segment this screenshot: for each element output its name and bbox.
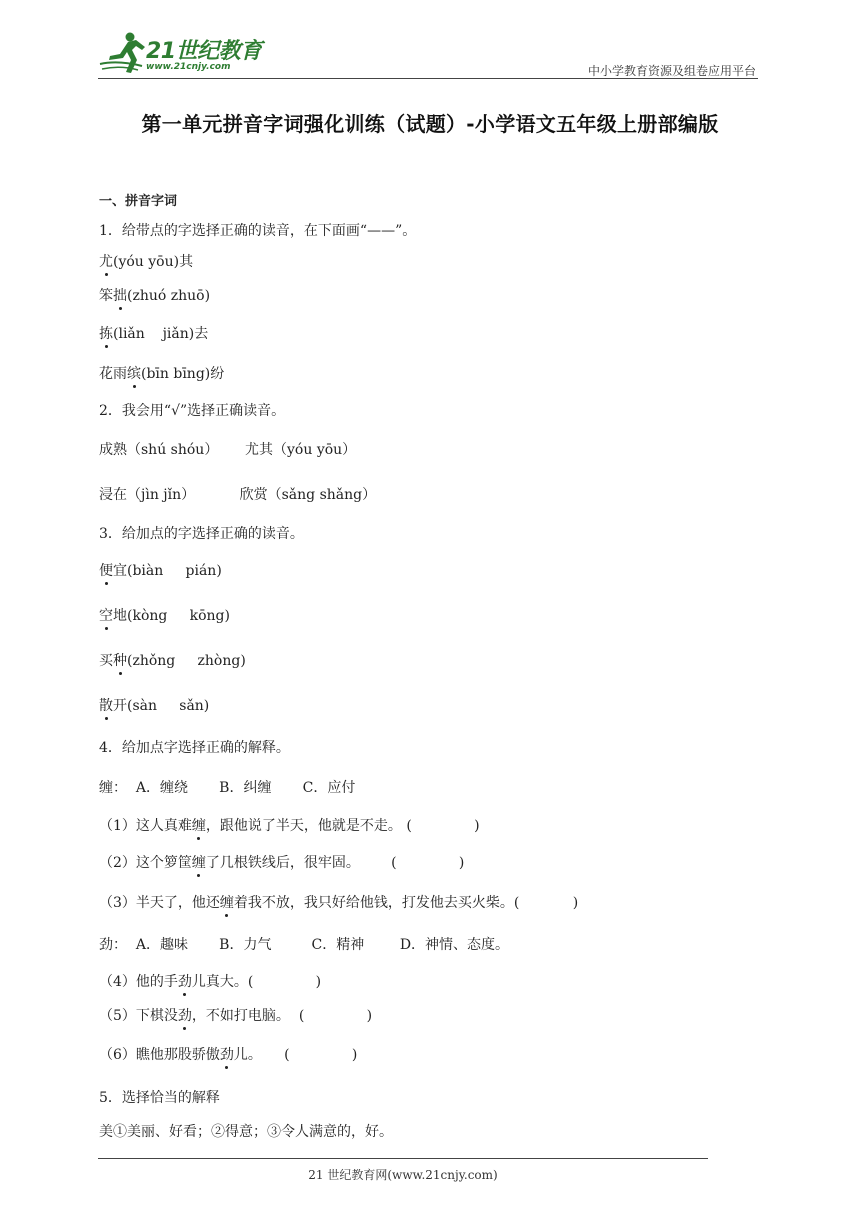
q4-item: （6）瞧他那股骄傲劲儿。 ( ) — [99, 1044, 357, 1064]
q4-item: （5）下棋没劲，不如打电脑。 ( ) — [99, 1005, 372, 1025]
q1-item: 拣(liǎn jiǎn)去 — [99, 323, 208, 343]
q3-item: 空地(kòng kōng) — [99, 605, 230, 625]
q1-item: 尤(yóu yōu)其 — [99, 251, 193, 271]
dotted-char: 便 — [99, 560, 113, 580]
dotted-char: 劲 — [178, 1005, 192, 1025]
dotted-char: 缠 — [192, 852, 206, 872]
dotted-char: 缤 — [127, 363, 141, 383]
q5-prompt: 5．选择恰当的解释 — [99, 1090, 220, 1106]
q4-chan-options: 缠： A．缠绕 B．纠缠 C．应付 — [99, 780, 356, 796]
runner-logo-icon — [98, 30, 148, 76]
dotted-char: 散 — [99, 695, 113, 715]
logo — [98, 30, 268, 76]
q4-item: （4）他的手劲儿真大。( ) — [99, 971, 321, 991]
dotted-char: 尤 — [99, 251, 113, 271]
page-header — [98, 30, 758, 80]
dotted-char: 缠 — [220, 892, 234, 912]
logo-text: 21世纪教育 — [146, 39, 262, 64]
q1-item: 笨拙(zhuó zhuō) — [99, 285, 210, 305]
q4-jin-options: 劲： A．趣味 B．力气 C．精神 D．神情、态度。 — [99, 937, 510, 953]
q2-row: 浸在（jìn jǐn） 欣赏（sǎng shǎng） — [99, 487, 377, 503]
q5-definition: 美①美丽、好看；②得意；③令人满意的，好。 — [99, 1124, 393, 1140]
section-heading: 一、拼音字词 — [99, 194, 178, 209]
q3-item: 散开(sàn sǎn) — [99, 695, 209, 715]
platform-label: 中小学教育资源及组卷应用平台 — [587, 64, 756, 78]
q2-prompt: 2．我会用“√”选择正确读音。 — [99, 403, 286, 419]
q1-prompt: 1．给带点的字选择正确的读音，在下面画“——”。 — [99, 223, 417, 239]
dotted-char: 劲 — [178, 971, 192, 991]
q2-row: 成熟（shú shóu） 尤其（yóu yōu） — [99, 442, 357, 458]
page-title: 第一单元拼音字词强化训练（试题）-小学语文五年级上册部编版 — [141, 112, 719, 136]
dotted-char: 劲 — [220, 1044, 234, 1064]
q4-item: （2）这个箩筐缠了几根铁线后，很牢固。 ( ) — [99, 852, 464, 872]
dotted-char: 拣 — [99, 323, 113, 343]
q4-item: （3）半天了，他还缠着我不放，我只好给他钱，打发他去买火柴。( ) — [99, 892, 578, 912]
q3-item: 买种(zhǒng zhòng) — [99, 650, 246, 670]
page-footer: 21 世纪教育网(www.21cnjy.com) — [308, 1168, 498, 1182]
dotted-char: 拙 — [113, 285, 127, 305]
dotted-char: 种 — [113, 650, 127, 670]
dotted-char: 缠 — [192, 815, 206, 835]
q1-item: 花雨缤(bīn bīng)纷 — [99, 363, 224, 383]
q4-prompt: 4．给加点字选择正确的解释。 — [99, 740, 290, 756]
q3-item: 便宜(biàn pián) — [99, 560, 222, 580]
header-divider — [98, 78, 758, 79]
footer-divider — [98, 1158, 708, 1159]
q4-item: （1）这人真难缠，跟他说了半天，他就是不走。 ( ) — [99, 815, 480, 835]
dotted-char: 空 — [99, 605, 113, 625]
logo-url: www.21cnjy.com — [146, 62, 231, 72]
q3-prompt: 3．给加点的字选择正确的读音。 — [99, 526, 304, 542]
